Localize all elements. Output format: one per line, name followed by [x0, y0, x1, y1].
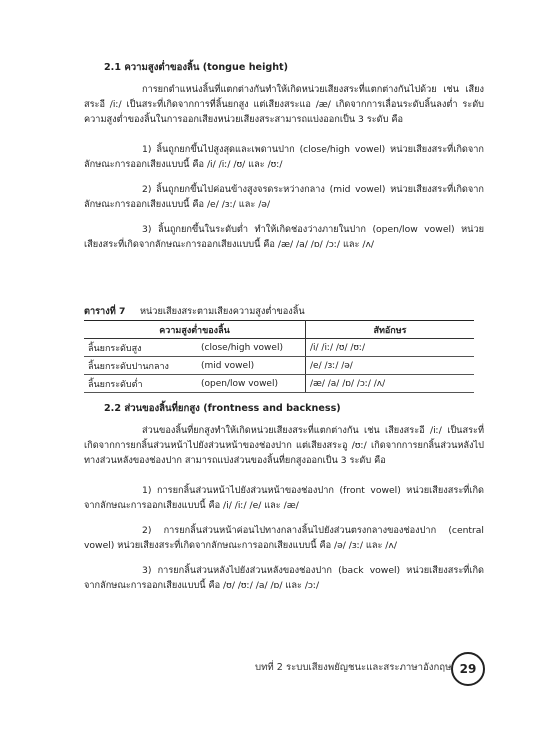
table-cell-term: (open/low vowel) — [197, 375, 306, 393]
list-item: 1) การยกลิ้นส่วนหน้าไปยังส่วนหน้าของช่องปาก (front vowel) หน่วยเสียงสระที่เกิดจากลักษณะการออกเสียงแบบนี้ คือ /i/ /iː/ /e/ และ /æ/ — [84, 485, 484, 511]
table-cell-level: ลิ้นยกระดับต่ำ — [84, 375, 197, 393]
list-item: 1) ลิ้นถูกยกขึ้นไปสูงสุดและเพดานปาก (close/high vowel) หน่วยเสียงสระที่เกิดจากลักษณะการออกเสียงแบบนี้ คือ /i/ /iː/ /ʊ/ และ /ʊː/ — [84, 144, 484, 170]
table-caption-label: ตารางที่ 7 — [84, 306, 126, 317]
table-header-row — [84, 321, 474, 339]
table-cell-level: ลิ้นยกระดับปานกลาง — [84, 357, 197, 375]
vowel-height-table — [84, 320, 474, 393]
list-item: 3) การยกลิ้นส่วนหลังไปยังส่วนหลังของช่องปาก (back vowel) หน่วยเสียงสระที่เกิดจากลักษณะการออกเสียงแบบนี้ คือ /ʊ/ /ʊː/ /a/ /ɒ/ และ /ɔː/ — [84, 565, 484, 591]
section-2-2-heading: 2.2 ส่วนของลิ้นที่ยกสูง (frontness and backness) — [104, 403, 341, 414]
table-header-symbols: สัทอักษร — [306, 321, 475, 339]
table-row — [84, 375, 474, 393]
table-cell-symbols: /e/ /ɜː/ /ə/ — [306, 357, 475, 375]
list-item: 2) การยกลิ้นส่วนหน้าค่อนไปทางกลางลิ้นไปยังส่วนตรงกลางของช่องปาก (central vowel) หน่วยเสียงสระที่เกิดจากลักษณะการออกเสียงแบบนี้ คือ /ə/ /ɜː/ และ /ʌ/ — [84, 525, 484, 551]
table-header-height: ความสูงต่ำของลิ้น — [84, 321, 306, 339]
table-cell-term: (mid vowel) — [197, 357, 306, 375]
table-cell-symbols: /æ/ /a/ /ɒ/ /ɔː/ /ʌ/ — [306, 375, 475, 393]
table-caption — [84, 304, 305, 319]
table-row — [84, 339, 474, 357]
chapter-footer: บทที่ 2 ระบบเสียงพยัญชนะและสระภาษาอังกฤษ — [255, 662, 452, 673]
table-cell-symbols: /i/ /iː/ /ʊ/ /ʊː/ — [306, 339, 475, 357]
section-2-1-heading: 2.1 ความสูงต่ำของลิ้น (tongue height) — [104, 62, 289, 73]
table-caption-text: หน่วยเสียงสระตามเสียงความสูงต่ำของลิ้น — [139, 306, 305, 317]
list-item: 2) ลิ้นถูกยกขึ้นไปค่อนข้างสูงจรดระหว่างกลาง (mid vowel) หน่วยเสียงสระที่เกิดจากลักษณะการออกเสียงแบบนี้ คือ /e/ /ɜː/ และ /ə/ — [84, 184, 484, 210]
table-row — [84, 357, 474, 375]
page-number: 29 — [451, 652, 485, 686]
section-2-1-paragraph: การยกตำแหน่งลิ้นที่แตกต่างกันทำให้เกิดหน่วยเสียงสระที่แตกต่างกันไปด้วย เช่น เสียงสระอี /iː/ เป็นสระที่เกิดจากการที่ลิ้นยกสูง แต่เสียงสระแอ /æ/ เกิดจากการเลื่อนระดับลิ้นลงต่ำ ระดับความสูงต่ำของลิ้นในการออกเสียงหน่วยเสียงสระสามารถแบ่งออกเป็น 3 ระดับ คือ — [84, 84, 484, 125]
table-cell-term: (close/high vowel) — [197, 339, 306, 357]
section-2-2-paragraph: ส่วนของลิ้นที่ยกสูงทำให้เกิดหน่วยเสียงสระที่แตกต่างกัน เช่น เสียงสระอี /iː/ เป็นสระที่เกิดจากการยกลิ้นส่วนหน้าไปยังส่วนหน้าของช่องปาก แต่เสียงสระอู /ʊː/ เกิดจากการยกลิ้นส่วนหลังไปทางส่วนหลังของช่องปาก สามารถแบ่งส่วนของลิ้นที่ยกสูงออกเป็น 3 ระดับ คือ — [84, 425, 484, 466]
list-item: 3) ลิ้นถูกยกขึ้นในระดับต่ำ ทำให้เกิดช่องว่างภายในปาก (open/low vowel) หน่วยเสียงสระที่เกิดจากลักษณะการออกเสียงแบบนี้ คือ /æ/ /a/ /ɒ/ /ɔː/ และ /ʌ/ — [84, 224, 484, 250]
table-cell-level: ลิ้นยกระดับสูง — [84, 339, 197, 357]
